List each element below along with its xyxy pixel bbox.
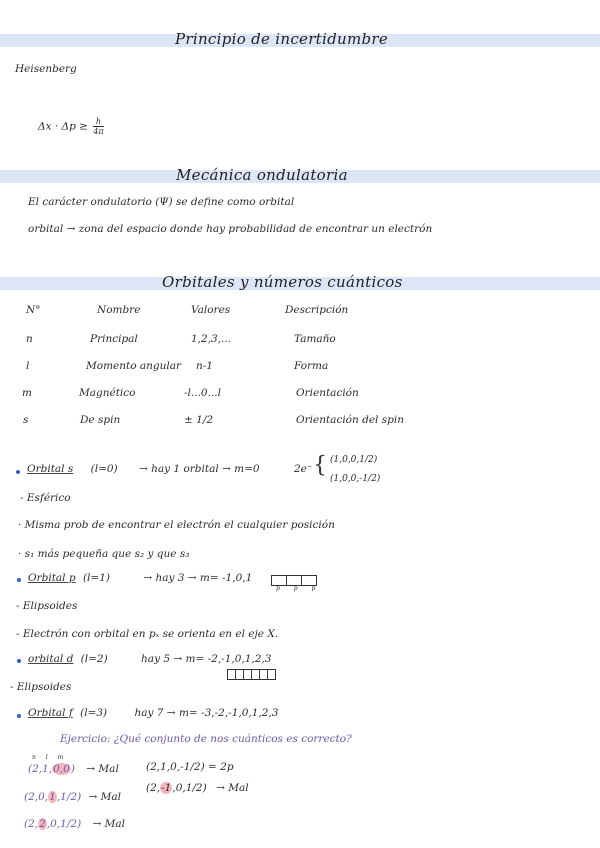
orbital-box <box>267 669 276 680</box>
orbital-s-option-2: (1,0,0,-1/2) <box>330 474 381 484</box>
orbital-f-title: Orbital f <box>28 707 73 719</box>
orbital-f-heading <box>28 707 278 719</box>
answer-a3-pre: (2, <box>24 818 39 830</box>
orbital-s-heading <box>27 463 260 475</box>
table-header-descripcion: Descripción <box>285 304 349 316</box>
answer-a1-result: → Mal <box>86 763 119 775</box>
table-cell: s <box>23 414 29 426</box>
formula-num: h <box>93 117 103 127</box>
orbital-p-box-labels: p p p <box>276 585 322 592</box>
brace-icon: { <box>313 453 327 478</box>
answer-a2-result: → Mal <box>88 791 122 803</box>
exercise-question: Ejercicio: ¿Qué conjunto de nos cuánticos es correcto? <box>60 733 352 745</box>
section-title-mecanica: Mecánica ondulatoria <box>176 166 348 184</box>
table-cell: n-1 <box>196 360 213 372</box>
answer-a1-highlight: 0,0 <box>53 763 70 775</box>
table-cell: 1,2,3,... <box>191 333 232 345</box>
exercise-answer-b1: (2,1,0,-1/2) = 2p <box>146 761 234 773</box>
answer-a1-post: ) <box>70 763 75 775</box>
orbital-p-param: (l=1) <box>82 572 110 584</box>
answer-a2-pre: (2,0, <box>24 791 49 803</box>
bullet-icon <box>17 578 21 582</box>
orbital-s-option-1: (1,0,0,1/2) <box>330 455 378 465</box>
section-title-incertidumbre: Principio de incertidumbre <box>175 30 389 48</box>
table-cell: n <box>26 333 33 345</box>
answer-b2-result: → Mal <box>216 782 249 794</box>
orbital-p-note: - Elipsoides <box>16 600 78 612</box>
orbital-p-rest: → hay 3 → m= -1,0,1 <box>143 572 253 584</box>
orbital-p-title: Orbital p <box>28 572 76 584</box>
exercise-answer-a2 <box>24 791 121 803</box>
orbital-s-note: · s₁ más pequeña que s₂ y que s₃ <box>18 548 190 560</box>
answer-a1-pre: (2,1, <box>28 763 53 775</box>
orbital-d-rest: hay 5 → m= -2,-1,0,1,2,3 <box>141 653 272 665</box>
mecanica-line-1: El carácter ondulatorio (Ψ) se define como orbital <box>28 196 295 208</box>
exercise-answer-b2 <box>146 782 249 794</box>
answer-a3-result: → Mal <box>92 818 126 830</box>
exercise-labels: n l m <box>32 754 68 761</box>
table-cell: l <box>26 360 30 372</box>
orbital-d-note: - Elipsoides <box>10 681 72 693</box>
orbital-s-note: - Esférico <box>20 492 71 504</box>
formula-den: 4π <box>93 127 104 136</box>
answer-a3-highlight: 2 <box>39 818 46 830</box>
exercise-answer-a1 <box>28 763 119 775</box>
bullet-icon <box>17 714 21 718</box>
answer-b2-pre: (2, <box>146 782 161 794</box>
answer-a2-post: ,1/2) <box>56 791 82 803</box>
answer-a3-post: ,0,1/2) <box>46 818 82 830</box>
orbital-p-note: - Electrón con orbital en pₓ se orienta en el eje X. <box>16 628 279 640</box>
formula-lhs: Δx · Δp ≥ <box>38 120 88 133</box>
table-cell: Forma <box>294 360 329 372</box>
orbital-f-rest: hay 7 → m= -3,-2,-1,0,1,2,3 <box>134 707 279 719</box>
answer-b2-highlight: -1 <box>161 782 172 794</box>
table-cell: ± 1/2 <box>184 414 214 426</box>
table-cell: m <box>22 387 32 399</box>
orbital-f-param: (l=3) <box>80 707 108 719</box>
orbital-s-rest: → hay 1 orbital → m=0 <box>139 463 260 475</box>
table-cell: -l...0...l <box>184 387 221 399</box>
orbital-p-heading <box>28 572 252 584</box>
table-cell: Orientación del spin <box>296 414 404 426</box>
orbital-s-param: (l=0) <box>90 463 118 475</box>
heisenberg-label: Heisenberg <box>15 63 77 75</box>
table-cell: Momento angular <box>86 360 182 372</box>
mecanica-line-2: orbital → zona del espacio donde hay probabilidad de encontrar un electrón <box>28 223 433 235</box>
table-cell: Orientación <box>296 387 359 399</box>
orbital-d-title: orbital d <box>28 653 74 665</box>
section-title-orbitales: Orbitales y números cuánticos <box>162 273 403 291</box>
orbital-s-note: · Misma prob de encontrar el electrón el cualquier posición <box>18 519 335 531</box>
answer-a2-highlight: 1 <box>49 791 56 803</box>
table-cell: Magnético <box>79 387 136 399</box>
exercise-answer-a3 <box>24 818 125 830</box>
table-cell: Tamaño <box>294 333 336 345</box>
bullet-icon <box>16 470 20 474</box>
table-header-nombre: Nombre <box>97 304 141 316</box>
heisenberg-formula <box>38 117 104 136</box>
table-header-num: N° <box>26 304 41 316</box>
orbital-d-boxes <box>228 669 276 680</box>
orbital-d-param: (l=2) <box>80 653 108 665</box>
table-cell: De spin <box>80 414 121 426</box>
table-header-valores: Valores <box>191 304 231 316</box>
table-cell: Principal <box>90 333 138 345</box>
orbital-s-electrons: 2e⁻ <box>294 463 313 475</box>
bullet-icon <box>17 659 21 663</box>
orbital-s-title: Orbital s <box>27 463 74 475</box>
answer-b2-post: ,0,1/2) <box>172 782 207 794</box>
orbital-d-heading <box>28 653 271 665</box>
